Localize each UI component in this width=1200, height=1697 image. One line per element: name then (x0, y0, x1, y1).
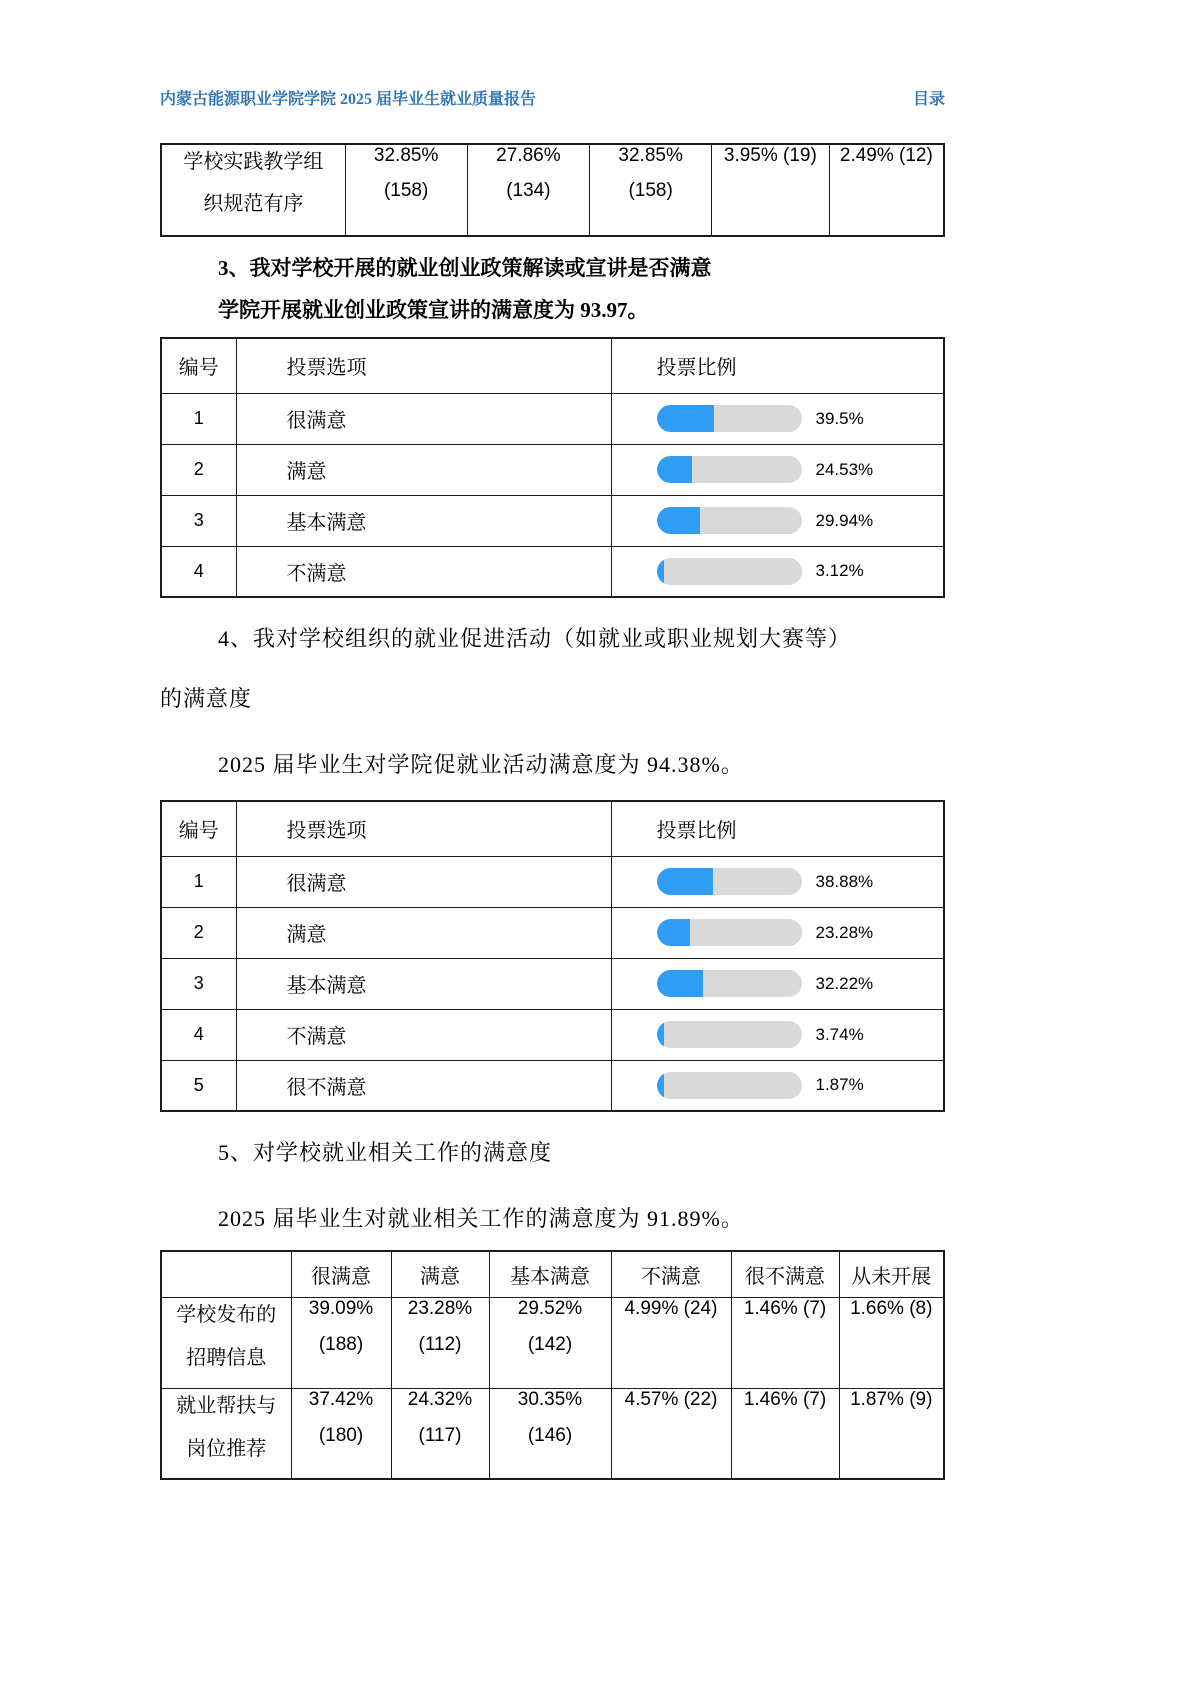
row-label-line1: 学校发布的 (176, 1303, 277, 1326)
row-label-line2: 岗位推荐 (186, 1437, 267, 1460)
vote-bar-fill (657, 558, 664, 585)
vote-option: 很满意 (236, 393, 611, 444)
vote-row (161, 546, 944, 597)
page-header (160, 86, 945, 109)
vote-bar-track (657, 919, 802, 946)
vote-bar-cell (611, 546, 944, 597)
cell-line2: (146) (527, 1424, 573, 1446)
vote-bar-track (657, 868, 802, 895)
vote-option: 很不满意 (236, 1060, 611, 1111)
vote-row (161, 907, 944, 958)
vote-bar-cell (611, 1009, 944, 1060)
cell-line1: 1.66% (8) (850, 1297, 933, 1319)
vote-option: 不满意 (236, 546, 611, 597)
cell-line2: (188) (318, 1333, 364, 1355)
row-label-line1: 就业帮扶与 (176, 1394, 277, 1417)
cell-line2 (612, 1425, 731, 1449)
vote-bar-fill (657, 1021, 664, 1048)
cell-line1: 1.87% (9) (850, 1388, 933, 1410)
cell-line1: 27.86% (496, 145, 561, 166)
cell-line1: 32.85% (373, 145, 439, 166)
vote-number: 1 (161, 393, 236, 444)
vote-bar-cell (611, 907, 944, 958)
vote-row (161, 1060, 944, 1111)
vote-bar-track (657, 558, 802, 585)
cell-line2 (732, 1425, 839, 1449)
col-header-very-satisfied: 很满意 (291, 1251, 391, 1297)
matrix-cell (839, 1388, 944, 1479)
cell-line2: (180) (318, 1424, 364, 1446)
row-label-line2: 招聘信息 (186, 1346, 267, 1369)
cell-line1: 1.46% (7) (743, 1297, 827, 1319)
vote-row (161, 856, 944, 907)
value-cell (590, 144, 712, 236)
vote-bar-fill (657, 919, 691, 946)
row-label-cell (161, 1297, 291, 1388)
value-cell (467, 144, 590, 236)
section-4-intro: 2025 届毕业生对学院促就业活动满意度为 94.38%。 (218, 752, 744, 777)
matrix-cell (839, 1297, 944, 1388)
vote-row (161, 495, 944, 546)
col-header-ratio: 投票比例 (611, 801, 944, 856)
cell-line1: 24.32% (407, 1388, 473, 1410)
vote-percent-label: 39.5% (815, 408, 864, 428)
vote-bar-fill (657, 970, 704, 997)
vote-option: 满意 (236, 907, 611, 958)
cell-line2 (830, 180, 943, 204)
cell-line2 (712, 180, 829, 204)
vote-bar-fill (657, 456, 693, 483)
cell-line2 (840, 1425, 944, 1449)
matrix-cell (291, 1297, 391, 1388)
vote-number: 2 (161, 907, 236, 958)
vote-number: 3 (161, 958, 236, 1009)
col-header-blank (161, 1251, 291, 1297)
vote-number: 2 (161, 444, 236, 495)
vote-number: 4 (161, 546, 236, 597)
vote-option: 基本满意 (236, 958, 611, 1009)
vote-bar-cell (611, 444, 944, 495)
row-label-line2: 织规范有序 (203, 193, 304, 215)
value-cell (345, 144, 467, 236)
col-header-never-held: 从未开展 (839, 1251, 944, 1297)
cell-line2: (158) (383, 180, 429, 201)
matrix-cell (611, 1297, 731, 1388)
vote-bar-cell (611, 393, 944, 444)
cell-line1: 4.57% (22) (624, 1388, 718, 1410)
col-header-number: 编号 (161, 801, 236, 856)
row-label-cell (161, 1388, 291, 1479)
cell-line2: (112) (418, 1333, 462, 1355)
col-header-number: 编号 (161, 338, 236, 393)
table-header-row (161, 801, 944, 856)
vote-option: 不满意 (236, 1009, 611, 1060)
vote-option: 满意 (236, 444, 611, 495)
col-header-dissatisfied: 不满意 (611, 1251, 731, 1297)
vote-percent-label: 38.88% (815, 871, 874, 891)
report-page (160, 0, 945, 1480)
vote-bar-fill (657, 1072, 664, 1099)
table-row (161, 144, 944, 236)
cell-line1: 23.28% (407, 1297, 473, 1319)
vote-bar-track (657, 405, 802, 432)
cell-line1: 32.85% (618, 145, 683, 166)
table-header-row (161, 338, 944, 393)
vote-bar-track (657, 507, 802, 534)
cell-line2 (840, 1334, 944, 1358)
question-4-heading-line2: 的满意度 (160, 686, 253, 711)
vote-bar-cell (611, 1060, 944, 1111)
col-header-basically: 基本满意 (489, 1251, 611, 1297)
vote-option: 很满意 (236, 856, 611, 907)
vote-percent-label: 24.53% (815, 459, 874, 479)
table-row (161, 1388, 944, 1479)
cell-line1: 1.46% (7) (743, 1388, 827, 1410)
toc-link[interactable]: 目录 (912, 91, 945, 108)
vote-bar-cell (611, 495, 944, 546)
cell-line2: (134) (506, 180, 551, 201)
col-header-very-dissat: 很不满意 (731, 1251, 839, 1297)
table-header-row (161, 1251, 944, 1297)
col-header-satisfied: 满意 (391, 1251, 489, 1297)
col-header-option: 投票选项 (236, 338, 611, 393)
cell-line1: 30.35% (517, 1388, 583, 1410)
vote-percent-label: 29.94% (815, 510, 874, 530)
vote-bar-fill (657, 405, 714, 432)
vote-row (161, 958, 944, 1009)
cell-line2: (158) (628, 180, 673, 201)
cell-line1: 3.95% (19) (723, 145, 817, 166)
vote-bar-cell (611, 856, 944, 907)
vote-number: 5 (161, 1060, 236, 1111)
col-header-option: 投票选项 (236, 801, 611, 856)
matrix-cell (489, 1297, 611, 1388)
cell-line2: (117) (418, 1424, 462, 1446)
matrix-cell (611, 1388, 731, 1479)
section-3-intro: 学院开展就业创业政策宣讲的满意度为 93.97。 (218, 298, 649, 322)
vote-number: 1 (161, 856, 236, 907)
value-cell (829, 144, 944, 236)
vote-row (161, 393, 944, 444)
vote-row (161, 1009, 944, 1060)
question-5-heading: 5、对学校就业相关工作的满意度 (218, 1140, 553, 1165)
matrix-cell (291, 1388, 391, 1479)
vote-row (161, 444, 944, 495)
row-label-cell (161, 144, 345, 236)
practice-teaching-table (160, 143, 945, 237)
cell-line1: 29.52% (517, 1297, 583, 1319)
matrix-cell (391, 1297, 489, 1388)
vote-bar-track (657, 1021, 802, 1048)
vote-number: 3 (161, 495, 236, 546)
cell-line1: 2.49% (12) (839, 145, 933, 166)
page-title: 内蒙古能源职业学院学院 2025 届毕业生就业质量报告 (160, 91, 537, 108)
cell-line1: 39.09% (308, 1297, 374, 1319)
activity-vote-table (160, 800, 945, 1112)
matrix-cell (489, 1388, 611, 1479)
vote-option: 基本满意 (236, 495, 611, 546)
cell-line1: 4.99% (24) (624, 1297, 718, 1319)
value-cell (712, 144, 830, 236)
vote-number: 4 (161, 1009, 236, 1060)
cell-line2: (142) (527, 1333, 573, 1355)
cell-line1: 37.42% (308, 1388, 374, 1410)
matrix-cell (391, 1388, 489, 1479)
policy-vote-table (160, 337, 945, 598)
matrix-cell (731, 1388, 839, 1479)
vote-bar-track (657, 970, 802, 997)
vote-bar-track (657, 456, 802, 483)
vote-bar-fill (657, 868, 713, 895)
employment-work-table (160, 1250, 945, 1480)
vote-percent-label: 3.74% (815, 1024, 864, 1044)
section-5-intro: 2025 届毕业生对就业相关工作的满意度为 91.89%。 (218, 1206, 744, 1231)
cell-line2 (612, 1334, 731, 1358)
vote-percent-label: 1.87% (815, 1075, 864, 1095)
vote-bar-cell (611, 958, 944, 1009)
vote-bar-fill (657, 507, 700, 534)
table-row (161, 1297, 944, 1388)
cell-line2 (732, 1334, 839, 1358)
vote-bar-track (657, 1072, 802, 1099)
vote-percent-label: 23.28% (815, 922, 874, 942)
question-3-heading: 3、我对学校开展的就业创业政策解读或宣讲是否满意 (218, 256, 712, 280)
question-4-heading-line1: 4、我对学校组织的就业促进活动（如就业或职业规划大赛等） (218, 626, 852, 651)
col-header-ratio: 投票比例 (611, 338, 944, 393)
vote-percent-label: 3.12% (815, 561, 864, 581)
vote-percent-label: 32.22% (815, 973, 874, 993)
matrix-cell (731, 1297, 839, 1388)
row-label-line1: 学校实践教学组 (183, 151, 324, 173)
